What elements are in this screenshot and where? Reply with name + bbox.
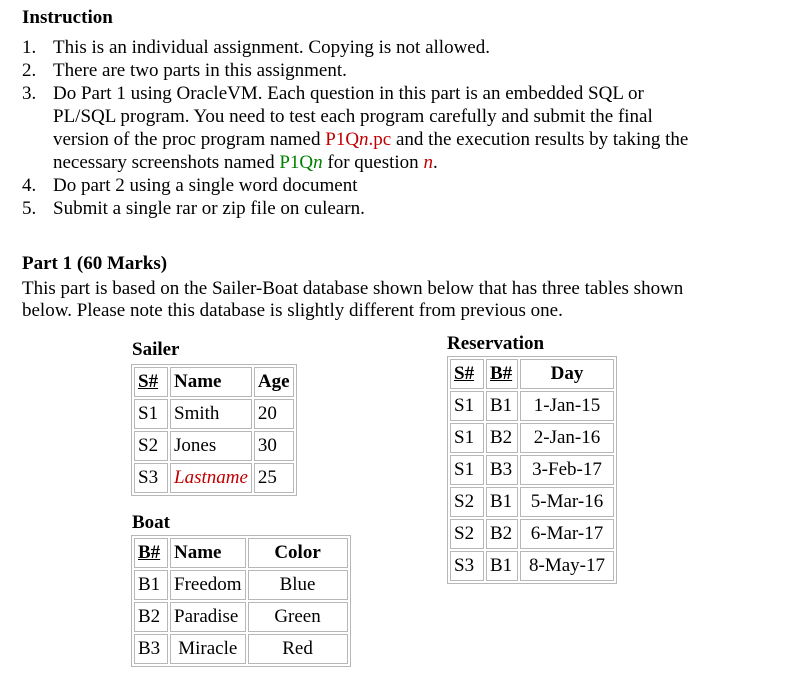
table-cell: 20: [254, 399, 294, 429]
table-row: [134, 463, 294, 493]
table-cell: Lastname: [170, 463, 252, 493]
column-header: Name: [170, 367, 252, 397]
list-item-text: version of the proc program named P1Qn.pc and the execution results by taking the: [53, 129, 689, 150]
table-cell: B1: [486, 391, 518, 421]
table-cell: B1: [134, 570, 168, 600]
question-variable: n: [423, 152, 433, 173]
boat-table-caption: Boat: [132, 512, 170, 533]
table-cell: Miracle: [170, 634, 246, 664]
program-filename: P1Qn.pc: [325, 129, 392, 150]
list-item: [22, 197, 782, 220]
list-item-text: Do Part 1 using OracleVM. Each question in this part is an embedded SQL or: [53, 83, 644, 104]
table-cell: 8-May-17: [520, 551, 614, 581]
table-cell: 6-Mar-17: [520, 519, 614, 549]
paragraph-line: below. Please note this database is slightly different from previous one.: [22, 300, 563, 321]
table-cell: S2: [450, 519, 484, 549]
table-cell: B1: [486, 487, 518, 517]
column-header: Age: [254, 367, 294, 397]
list-item-text: This is an individual assignment. Copying is not allowed.: [53, 37, 490, 58]
table-cell: Green: [248, 602, 348, 632]
table-cell: S3: [134, 463, 168, 493]
table-row: [450, 455, 614, 485]
boat-table: [131, 535, 351, 667]
table-row: [134, 431, 294, 461]
list-item-number: 1.: [22, 37, 37, 58]
table-cell: 25: [254, 463, 294, 493]
table-row: [450, 487, 614, 517]
column-header: Color: [248, 538, 348, 568]
column-header: S#: [450, 359, 484, 389]
table-cell: 2-Jan-16: [520, 423, 614, 453]
part1-title: Part 1 (60 Marks): [22, 253, 168, 274]
table-row: [450, 519, 614, 549]
list-item: [22, 59, 782, 82]
screenshot-filename: P1Qn: [279, 152, 323, 173]
table-cell: B2: [486, 423, 518, 453]
list-item-number: 2.: [22, 60, 37, 81]
list-item-number: 5.: [22, 198, 37, 219]
table-cell: S1: [134, 399, 168, 429]
table-cell: Red: [248, 634, 348, 664]
list-item-text: There are two parts in this assignment.: [53, 60, 347, 81]
list-item: [22, 82, 782, 174]
table-row: [134, 399, 294, 429]
column-header: Name: [170, 538, 246, 568]
table-cell: 30: [254, 431, 294, 461]
table-cell: 3-Feb-17: [520, 455, 614, 485]
column-header: B#: [134, 538, 168, 568]
table-cell: S3: [450, 551, 484, 581]
column-header: Day: [520, 359, 614, 389]
instruction-list: [22, 36, 782, 220]
list-item-number: 4.: [22, 175, 37, 196]
reservation-table-caption: Reservation: [447, 333, 545, 354]
table-cell: Jones: [170, 431, 252, 461]
table-cell: Paradise: [170, 602, 246, 632]
table-header-row: [134, 538, 348, 568]
table-header-row: [450, 359, 614, 389]
table-row: [134, 602, 348, 632]
table-cell: 1-Jan-15: [520, 391, 614, 421]
list-item: [22, 174, 782, 197]
table-row: [450, 551, 614, 581]
table-header-row: [134, 367, 294, 397]
table-cell: S2: [134, 431, 168, 461]
table-cell: S1: [450, 391, 484, 421]
table-cell: B2: [134, 602, 168, 632]
table-row: [134, 634, 348, 664]
table-cell: Blue: [248, 570, 348, 600]
instruction-title: Instruction: [22, 7, 113, 28]
part1-description: [22, 278, 782, 322]
table-cell: B2: [486, 519, 518, 549]
table-cell: B3: [134, 634, 168, 664]
table-cell: S2: [450, 487, 484, 517]
list-item-text: PL/SQL program. You need to test each program carefully and submit the final: [53, 106, 653, 127]
list-item-text: Do part 2 using a single word document: [53, 175, 358, 196]
sailer-table-caption: Sailer: [132, 339, 180, 360]
list-item: [22, 36, 782, 59]
table-cell: Freedom: [170, 570, 246, 600]
column-header: B#: [486, 359, 518, 389]
table-cell: S1: [450, 423, 484, 453]
table-row: [134, 570, 348, 600]
table-cell: Smith: [170, 399, 252, 429]
table-cell: B1: [486, 551, 518, 581]
reservation-table: [447, 356, 617, 584]
table-cell: S1: [450, 455, 484, 485]
table-cell: B3: [486, 455, 518, 485]
table-cell: 5-Mar-16: [520, 487, 614, 517]
list-item-text: Submit a single rar or zip file on culearn.: [53, 198, 365, 219]
column-header: S#: [134, 367, 168, 397]
list-item-text: necessary screenshots named P1Qn for question n.: [53, 152, 438, 173]
table-row: [450, 391, 614, 421]
table-row: [450, 423, 614, 453]
list-item-number: 3.: [22, 83, 37, 104]
paragraph-line: This part is based on the Sailer-Boat database shown below that has three tables shown: [22, 278, 684, 299]
sailer-table: [131, 364, 297, 496]
